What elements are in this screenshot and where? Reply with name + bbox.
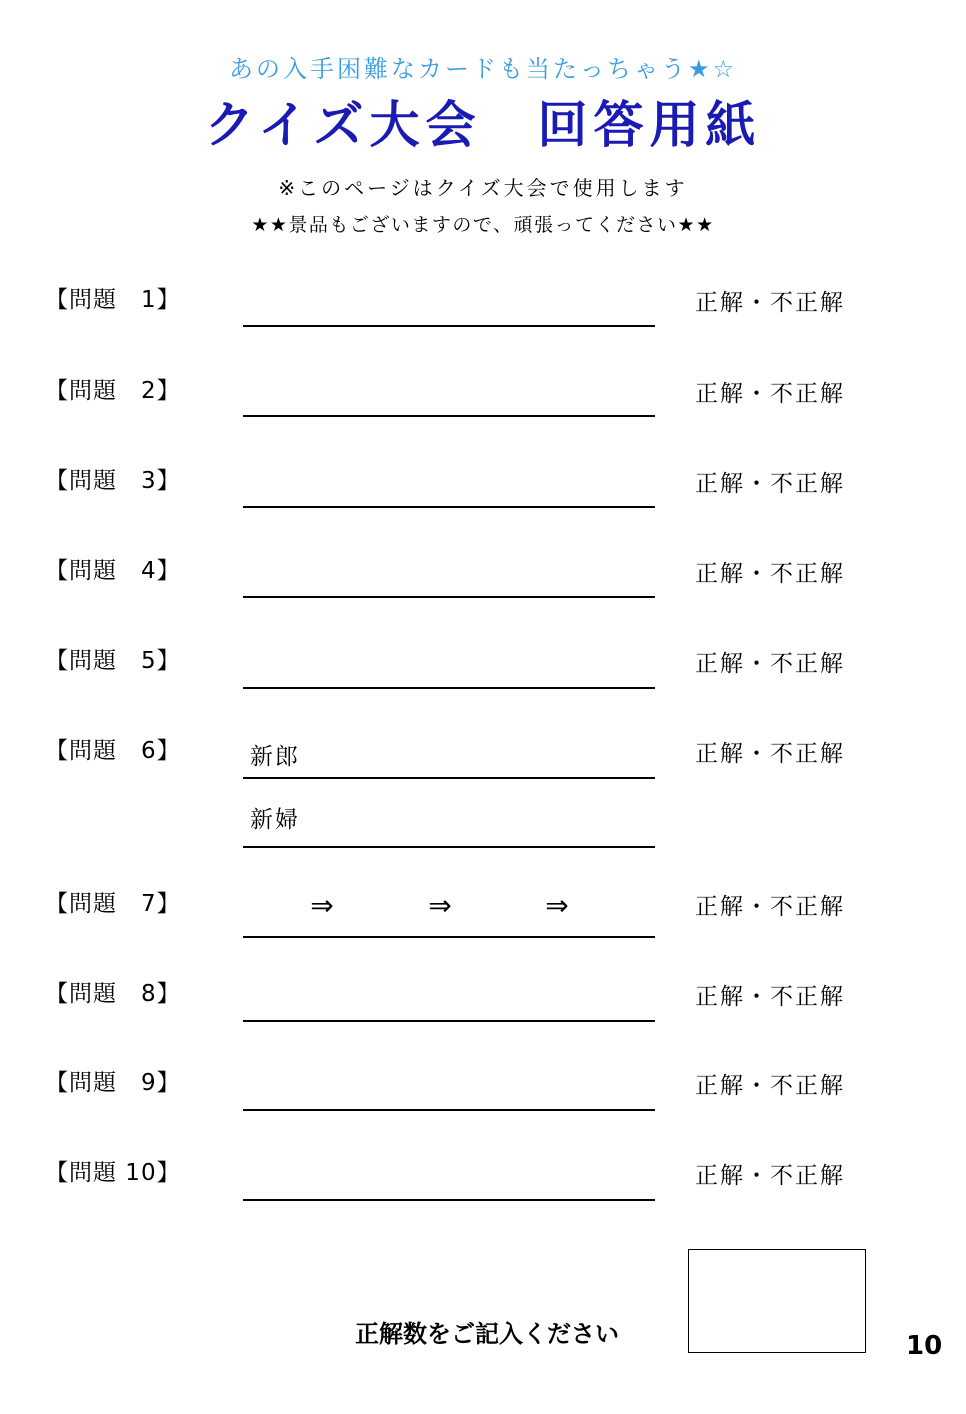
question-label: 【問題 8】 bbox=[45, 981, 181, 1007]
question-label: 【問題 6】 bbox=[45, 738, 181, 764]
question-label: 【問題 4】 bbox=[45, 558, 181, 584]
question-row-7 bbox=[0, 891, 966, 951]
page-title: クイズ大会 回答用紙 bbox=[204, 96, 762, 154]
score-box bbox=[688, 1249, 866, 1353]
question-row-4 bbox=[0, 558, 966, 618]
groom-label: 新郎 bbox=[250, 744, 300, 770]
answer-line bbox=[243, 1199, 655, 1201]
answer-line bbox=[243, 936, 655, 938]
question-row-3 bbox=[0, 468, 966, 528]
bride-label: 新婦 bbox=[250, 807, 300, 833]
question-label: 【問題 7】 bbox=[45, 891, 181, 917]
tagline: あの入手困難なカードも当たっちゃう★☆ bbox=[228, 55, 738, 83]
question-label: 【問題 9】 bbox=[45, 1070, 181, 1096]
question-label: 【問題 5】 bbox=[45, 648, 181, 674]
answer-line-groom bbox=[243, 777, 655, 779]
judge-label: 正解・不正解 bbox=[695, 1073, 845, 1099]
answer-line bbox=[243, 687, 655, 689]
judge-label: 正解・不正解 bbox=[695, 471, 845, 497]
question-row-9 bbox=[0, 1070, 966, 1130]
question-row-6 bbox=[0, 738, 966, 853]
question-label: 【問題 2】 bbox=[45, 378, 181, 404]
judge-label: 正解・不正解 bbox=[695, 651, 845, 677]
judge-label: 正解・不正解 bbox=[695, 894, 845, 920]
judge-label: 正解・不正解 bbox=[695, 741, 845, 767]
question-row-2 bbox=[0, 378, 966, 438]
question-row-8 bbox=[0, 981, 966, 1041]
answer-line bbox=[243, 1020, 655, 1022]
prize-note: ★★景品もございますので、頑張ってください★★ bbox=[251, 214, 715, 236]
judge-label: 正解・不正解 bbox=[695, 290, 845, 316]
question-label: 【問題 10】 bbox=[45, 1160, 181, 1186]
question-row-1 bbox=[0, 287, 966, 347]
answer-line bbox=[243, 1109, 655, 1111]
usage-note: ※このページはクイズ大会で使用します bbox=[278, 176, 688, 200]
question-row-5 bbox=[0, 648, 966, 708]
question-label: 【問題 1】 bbox=[45, 287, 181, 313]
answer-line bbox=[243, 506, 655, 508]
arrow-icon: ⇒ bbox=[428, 889, 452, 922]
score-prompt: 正解数をご記入ください bbox=[355, 1320, 619, 1348]
arrow-icon: ⇒ bbox=[310, 889, 334, 922]
question-label: 【問題 3】 bbox=[45, 468, 181, 494]
answer-line bbox=[243, 325, 655, 327]
judge-label: 正解・不正解 bbox=[695, 1163, 845, 1189]
answer-line-bride bbox=[243, 846, 655, 848]
answer-line bbox=[243, 596, 655, 598]
judge-label: 正解・不正解 bbox=[695, 984, 845, 1010]
arrow-icon: ⇒ bbox=[545, 889, 569, 922]
judge-label: 正解・不正解 bbox=[695, 561, 845, 587]
page-number: 10 bbox=[906, 1331, 943, 1361]
question-row-10 bbox=[0, 1160, 966, 1220]
judge-label: 正解・不正解 bbox=[695, 381, 845, 407]
answer-line bbox=[243, 415, 655, 417]
